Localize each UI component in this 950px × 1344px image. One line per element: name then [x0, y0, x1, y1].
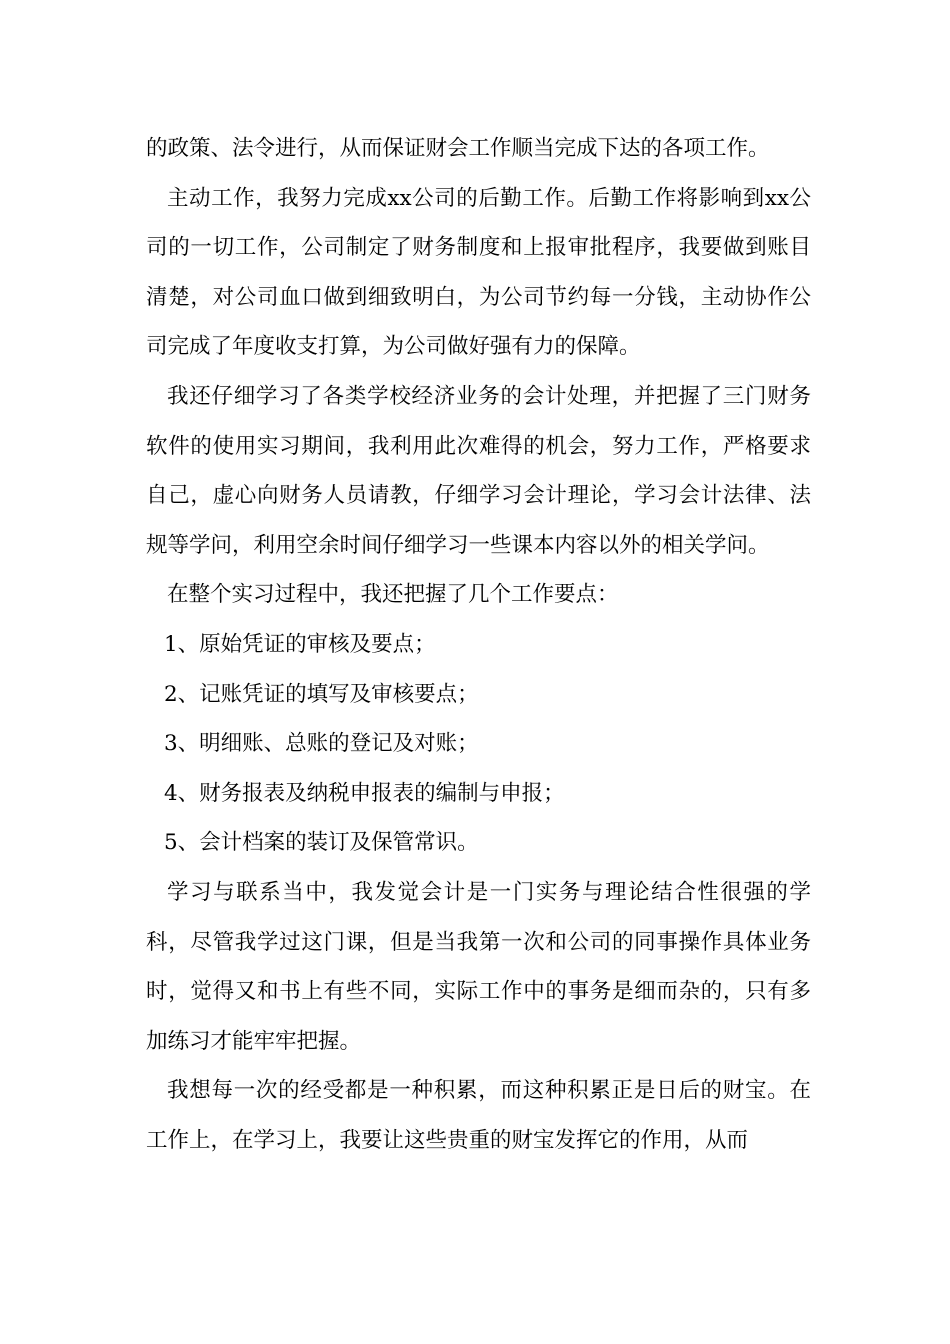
paragraph-experience-accumulation: 我想每一次的经受都是一种积累，而这种积累正是日后的财宝。在工作上，在学习上，我要让这些贵重的财宝发挥它的作用，从而 — [146, 1078, 811, 1153]
list-item: 2、记账凭证的填写及审核要点； — [164, 681, 479, 707]
list-item: 4、财务报表及纳税申报表的编制与申报； — [164, 780, 565, 806]
paragraph-key-points-intro: 在整个实习过程中，我还把握了几个工作要点： — [167, 582, 619, 608]
paragraph-study-accounting: 我还仔细学习了各类学校经济业务的会计处理，并把握了三门财务软件的使用实习期间，我利用此次难得的机会，努力工作，严格要求自己，虚心向财务人员请教，仔细学习会计理论，学习会计法律、法规等学问，利用空余时间仔细学习一些课本内容以外的相关学问。 — [146, 383, 811, 558]
paragraph-practice-reflection: 学习与联系当中，我发觉会计是一门实务与理论结合性很强的学科，尽管我学过这门课，但是当我第一次和公司的同事操作具体业务时，觉得又和书上有些不同，实际工作中的事务是细而杂的，只有多加练习才能牢牢把握。 — [146, 879, 811, 1054]
paragraph-logistics-work: 主动工作，我努力完成xx公司的后勤工作。后勤工作将影响到xx公司的一切工作，公司制定了财务制度和上报审批程序，我要做到账目清楚，对公司血口做到细致明白，为公司节约每一分钱，主动协作公司完成了年度收支打算，为公司做好强有力的保障。 — [146, 185, 811, 360]
list-item: 1、原始凭证的审核及要点； — [164, 631, 436, 657]
paragraph-continuation: 的政策、法令进行，从而保证财会工作顺当完成下达的各项工作。 — [146, 136, 770, 161]
list-item: 3、明细账、总账的登记及对账； — [164, 731, 479, 757]
document-body — [146, 124, 811, 1165]
list-item: 5、会计档案的装订及保管常识。 — [164, 830, 479, 856]
